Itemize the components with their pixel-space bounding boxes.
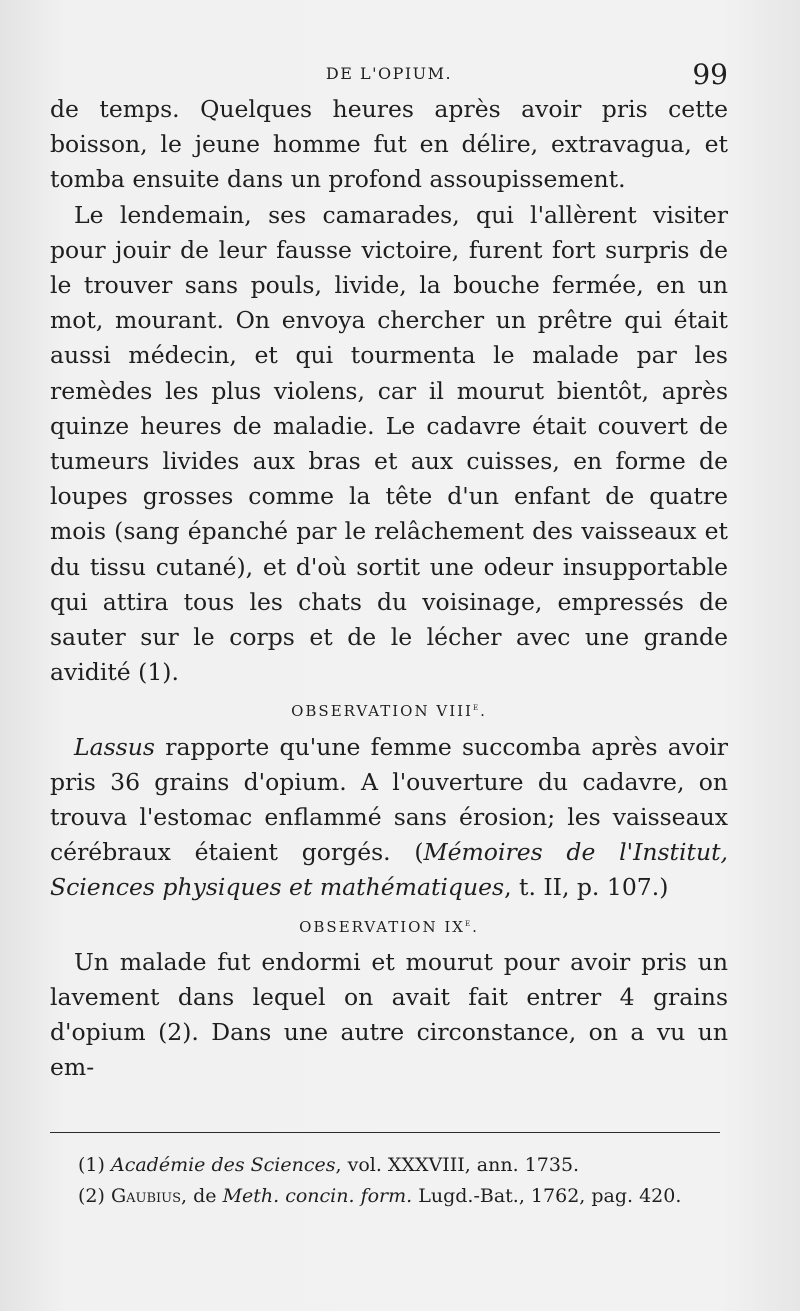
observation-8-paragraph <box>50 730 728 906</box>
observation-8-title: OBSERVATION VIII <box>291 702 473 721</box>
observation-9-paragraph: Un malade fut endormi et mourut pour avoir pris un lavement dans lequel on avait fait entrer 4 grains d'opium (2). Dans une autre circonstance, on a vu un em- <box>50 947 728 1082</box>
page-header <box>50 58 728 94</box>
page-number: 99 <box>692 58 728 91</box>
running-title: DE L'OPIUM. <box>325 64 453 83</box>
observation-9-sup: e <box>464 917 473 929</box>
footnotes <box>50 1150 726 1212</box>
page-body <box>50 92 728 1086</box>
footnote-2-number: (2) <box>78 1185 105 1207</box>
observation-8-ref: , t. II, p. 107.) <box>504 873 669 902</box>
paragraph-continuation: de temps. Quelques heures après avoir pris cette boisson, le jeune homme fut en délire, extravagua, et tomba ensuite dans un profond assoupissement. <box>50 95 728 194</box>
observation-9-heading: OBSERVATION IXe. <box>299 917 479 936</box>
footnote-2-source: Meth. concin. form. <box>222 1185 413 1207</box>
paragraph-lendemain: Le lendemain, ses camarades, qui l'allèrent visiter pour jouir de leur fausse victoire, furent fort surpris de le trouver sans pouls, livide, la bouche fermée, en un mot, mourant. On envoya chercher un prêtre qui était aussi médecin, et qui tourmenta le malade par les remèdes les plus violens, car il mourut bientôt, après quinze heures de maladie. Le cadavre était couvert de tumeurs livides aux bras et aux cuisses, en forme de loupes grosses comme la tête d'un enfant de quatre mois (sang épanché par le relâchement des vaisseaux et du tissu cutané), et d'où sortit une odeur insupportable qui attira tous les chats du voisinage, empressés de sauter sur le corps et de le lécher avec une grande avidité (1). <box>50 200 728 687</box>
footnote-1-rest: , vol. XXXVIII, ann. 1735. <box>335 1154 580 1176</box>
footnote-1-number: (1) <box>78 1154 105 1176</box>
footnote-rule <box>50 1132 720 1133</box>
observation-8-heading: OBSERVATION VIIIe. <box>291 702 487 721</box>
footnote-2-author: Gaubius <box>110 1185 182 1207</box>
observation-8-sup: e <box>472 702 481 714</box>
footnote-1-source: Académie des Sciences <box>110 1154 336 1176</box>
footnote-2 <box>50 1181 726 1212</box>
observation-8-text: rapporte qu'une femme succomba après avoir pris 36 grains d'opium. A l'ouverture du cadavre, on trouva l'estomac enflammé sans érosion; les vaisseaux cérébraux étaient gorgés. ( <box>50 732 728 867</box>
observation-9-title: OBSERVATION IX <box>299 917 465 936</box>
footnote-2-rest: Lugd.-Bat., 1762, pag. 420. <box>412 1185 682 1207</box>
observation-8-source: Mémoires de l'Institut, Sciences physiques et mathématiques <box>50 838 728 902</box>
observation-8-author: Lassus <box>74 732 155 761</box>
footnote-2-mid: , de <box>181 1185 223 1207</box>
footnote-1 <box>50 1150 726 1181</box>
